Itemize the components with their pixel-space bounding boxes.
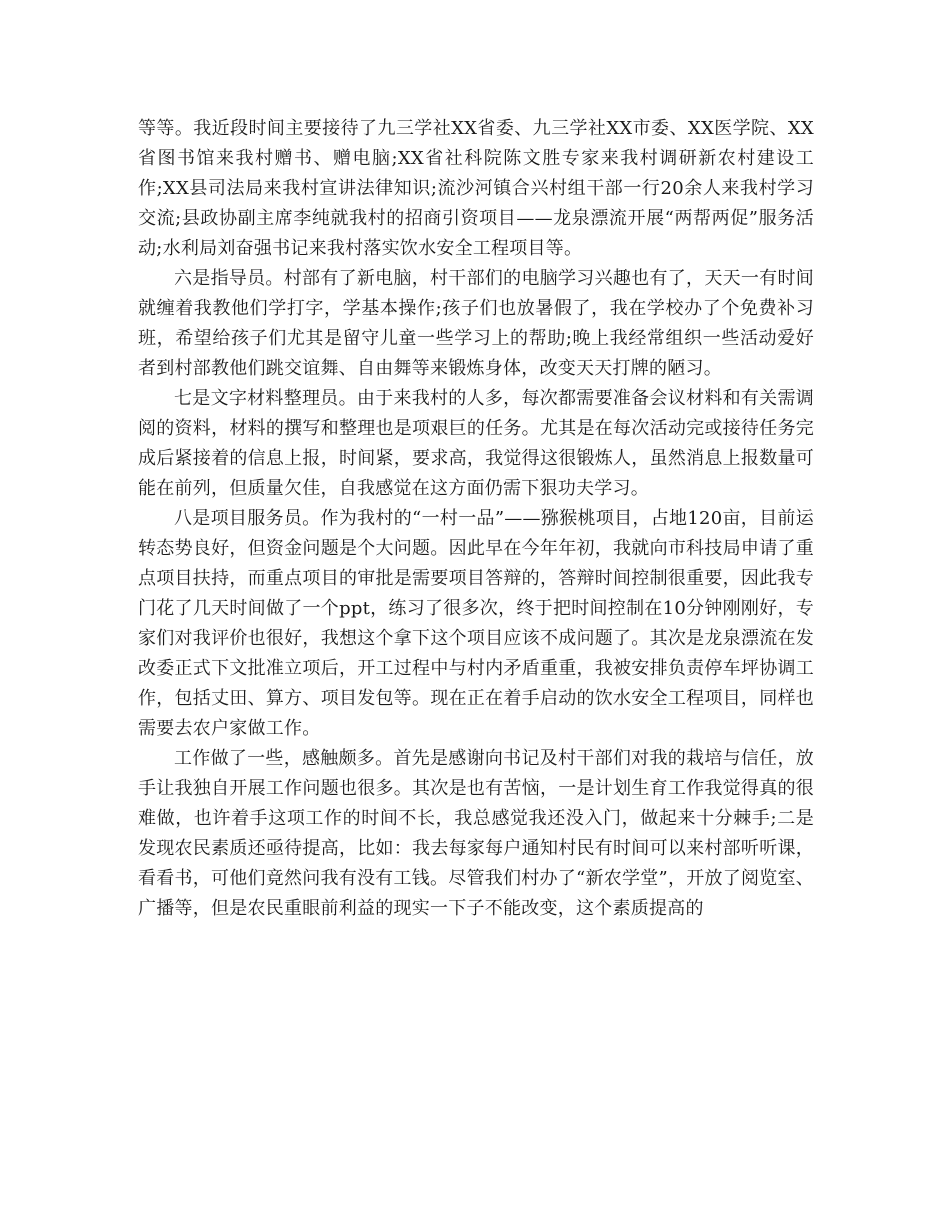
paragraph-instructor: 六是指导员。村部有了新电脑，村干部们的电脑学习兴趣也有了，天天一有时间就缠着我教他们学打字，学基本操作;孩子们也放暑假了，我在学校办了个免费补习班，希望给孩子们尤其是留守儿童一些学习上的帮助;晚上我经常组织一些活动爱好者到村部教他们跳交谊舞、自由舞等来锻炼身体，改变天天打牌的陋习。 [138, 268, 814, 379]
paragraph-continued-reception: 等等。我近段时间主要接待了九三学社XX省委、九三学社XX市委、XX医学院、XX省图书馆来我村赠书、赠电脑;XX省社科院陈文胜专家来我村调研新农村建设工作;XX县司法局来我村宣讲法律知识;流沙河镇合兴村组干部一行20余人来我村学习交流;县政协副主席李纯就我村的招商引资项目——龙泉漂流开展“两帮两促”服务活动;水利局刘奋强书记来我村落实饮水安全工程项目等。 [138, 118, 814, 259]
paragraph-document-organizer: 七是文字材料整理员。由于来我村的人多，每次都需要准备会议材料和有关需调阅的资料，材料的撰写和整理也是项艰巨的任务。尤其是在每次活动完或接待任务完成后紧接着的信息上报，时间紧，要求高，我觉得这很锻炼人，虽然消息上报数量可能在前列，但质量欠佳，自我感觉在这方面仍需下狠功夫学习。 [138, 388, 814, 499]
document-body [138, 114, 814, 924]
paragraph-reflections: 工作做了一些，感触颇多。首先是感谢向书记及村干部们对我的栽培与信任，放手让我独自开展工作问题也很多。其次是也有苦恼，一是计划生育工作我觉得真的很难做，也许着手这项工作的时间不长，我总感觉我还没入门，做起来十分棘手;二是发现农民素质还亟待提高，比如：我去每家每户通知村民有时间可以来村部听听课，看看书，可他们竟然问我有没有工钱。尽管我们村办了“新农学堂”，开放了阅览室、广播等，但是农民重眼前利益的现实一下子不能改变，这个素质提高的 [138, 748, 814, 919]
paragraph-project-service: 八是项目服务员。作为我村的“一村一品”——猕猴桃项目，占地120亩，目前运转态势良好，但资金问题是个大问题。因此早在今年年初，我就向市科技局申请了重点项目扶持，而重点项目的审批是需要项目答辩的，答辩时间控制很重要，因此我专门花了几天时间做了一个ppt，练习了很多次，终于把时间控制在10分钟刚刚好，专家们对我评价也很好，我想这个拿下这个项目应该不成问题了。其次是龙泉漂流在发改委正式下文批准立项后，开工过程中与村内矛盾重重，我被安排负责停车坪协调工作，包括丈田、算方、项目发包等。现在正在着手启动的饮水安全工程项目，同样也需要去农户家做工作。 [138, 508, 814, 739]
